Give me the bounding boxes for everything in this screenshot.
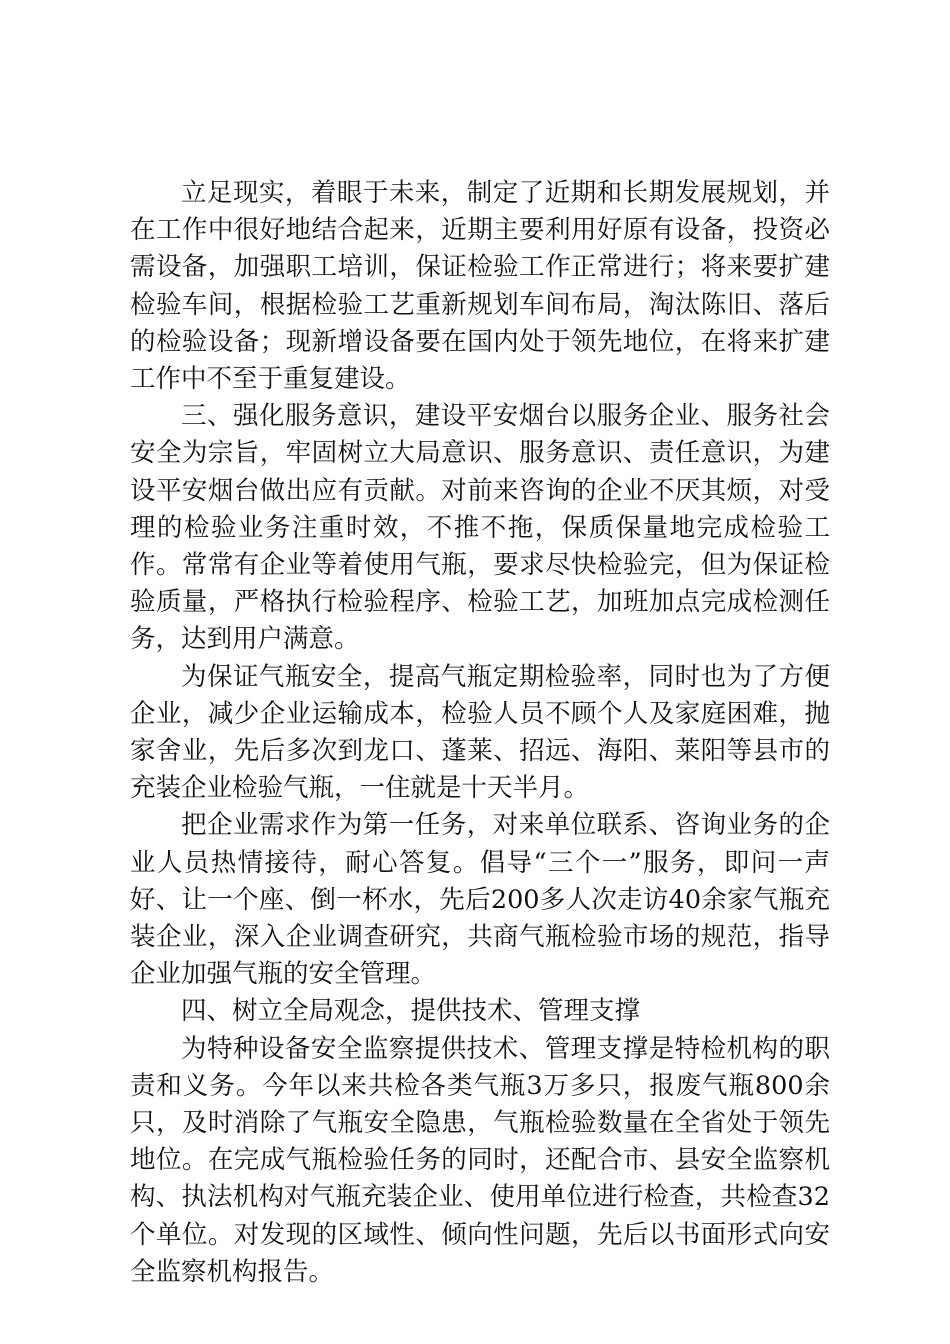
section-heading-overall-view: 四、树立全局观念，提供技术、管理支撑	[181, 996, 641, 1027]
document-body	[130, 175, 830, 1291]
paragraph-technical-support: 为特种设备安全监察提供技术、管理支撑是特检机构的职责和义务。今年以来共检各类气瓶3万多只，报废气瓶800余只，及时消除了气瓶安全隐患，气瓶检验数量在全省处于领先地位。在完成气瓶检验任务的同时，还配合市、县安全监察机构、执法机构对气瓶充装企业、使用单位进行检查，共检查32个单位。对发现的区域性、倾向性问题，先后以书面形式向安全监察机构报告。	[130, 1033, 830, 1287]
paragraph-cylinder-safety: 为保证气瓶安全，提高气瓶定期检验率，同时也为了方便企业，减少企业运输成本，检验人员不顾个人及家庭困难，抛家舍业，先后多次到龙口、蓬莱、招远、海阳、莱阳等县市的充装企业检验气瓶，一住就是十天半月。	[130, 661, 830, 804]
paragraph-service-awareness: 三、强化服务意识，建设平安烟台以服务企业、服务社会安全为宗旨，牢固树立大局意识、服务意识、责任意识，为建设平安烟台做出应有贡献。对前来咨询的企业不厌其烦，对受理的检验业务注重时效，不推不拖，保质保量地完成检验工作。常常有企业等着使用气瓶，要求尽快检验完，但为保证检验质量，严格执行检验程序、检验工艺，加班加点完成检测任务，达到用户满意。	[130, 401, 830, 655]
paragraph-planning: 立足现实，着眼于未来，制定了近期和长期发展规划，并在工作中很好地结合起来，近期主要利用好原有设备，投资必需设备，加强职工培训，保证检验工作正常进行；将来要扩建检验车间，根据检验工艺重新规划车间布局，淘汰陈旧、落后的检验设备；现新增设备要在国内处于领先地位，在将来扩建工作中不至于重复建设。	[130, 178, 830, 395]
paragraph-enterprise-needs: 把企业需求作为第一任务，对来单位联系、咨询业务的企业人员热情接待，耐心答复。倡导“三个一”服务，即问一声好、让一个座、倒一杯水，先后200多人次走访40余家气瓶充装企业，深入企业调查研究，共商气瓶检验市场的规范，指导企业加强气瓶的安全管理。	[130, 810, 830, 990]
